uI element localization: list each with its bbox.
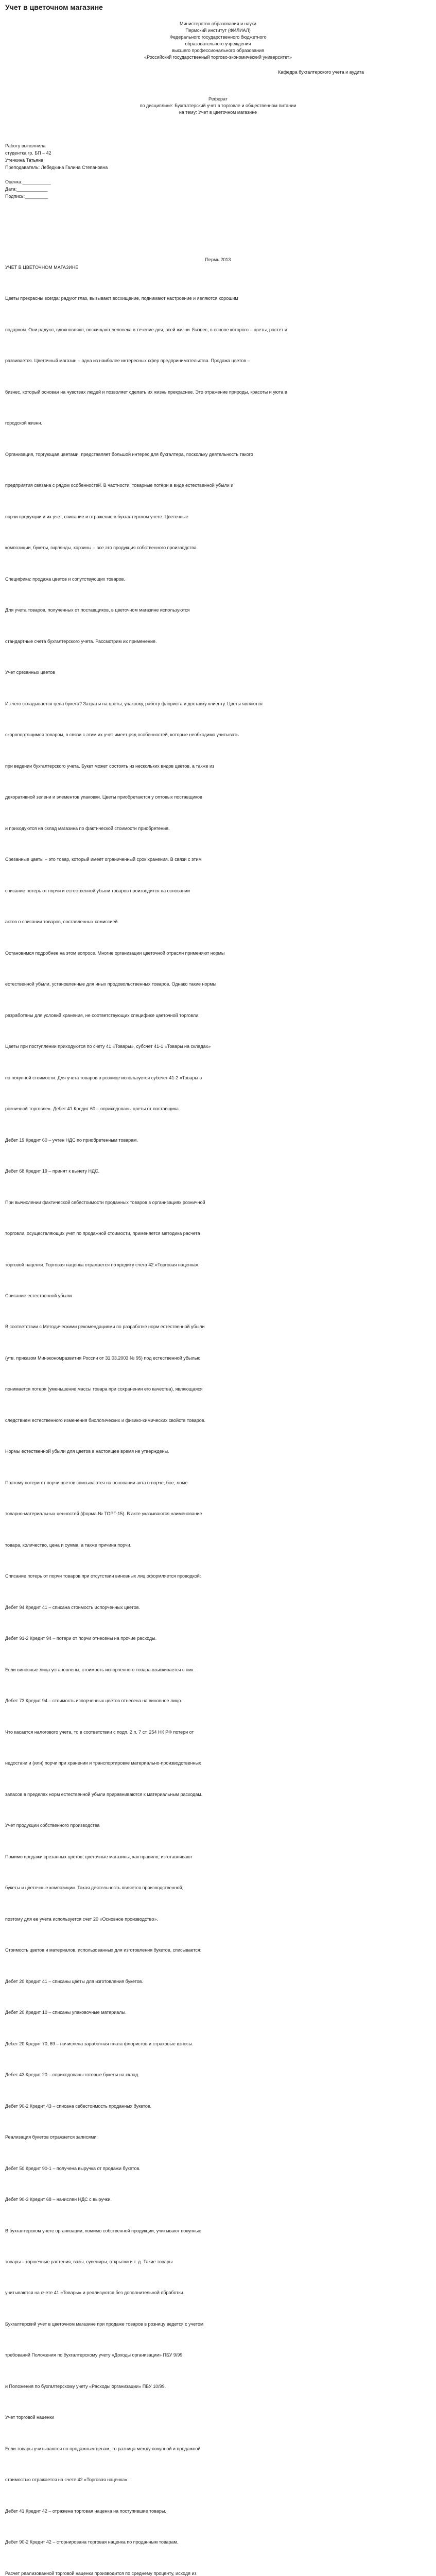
text-line: В бухгалтерском учете организации, помимо собственной продукции, учитывают покупные	[5, 2228, 202, 2233]
text-line: Дебет 50 Кредит 90-1 – получена выручка от продажи букетов.	[5, 2165, 141, 2171]
text-line: Списание потерь от порчи товаров при отсутствии виновных лиц оформляется проводкой:	[5, 1573, 201, 1579]
text-line: торговли, осуществляющих учет по продажной стоимости, применяется методика расчета	[5, 1231, 200, 1236]
author-line: Преподаватель: Лебедкина Галина Степановна	[5, 165, 108, 170]
text-line: Дебет 43 Кредит 20 – оприходованы готовые букеты на склад.	[5, 2072, 139, 2078]
text-line: Цветы прекрасны всегда: радуют глаз, вызывают восхищение, поднимают настроение и являются хорошим	[5, 296, 238, 301]
text-line: естественной убыли, установленные для иных продовольственных товаров. Однако такие нормы	[5, 981, 217, 987]
text-line: декоративной зелени и элементов упаковки. Цветы приобретаются у оптовых поставщиков	[5, 794, 202, 800]
text-line: Для учета товаров, полученных от поставщиков, в цветочном магазине используются	[5, 607, 190, 613]
text-line: Из чего складывается цена букета? Затраты на цветы, упаковку, работу флориста и доставку клиенту. Цветы являются	[5, 701, 263, 706]
text-line: Дебет 20 Кредит 41 – списаны цветы для изготовления букетов.	[5, 1978, 144, 1984]
text-line: Дебет 90-2 Кредит 43 – списана себестоимость проданных букетов.	[5, 2103, 152, 2109]
author-line: Работу выполнила	[5, 143, 46, 148]
text-line: товары – горшечные растения, вазы, сувениры, открытки и т. д. Такие товары	[5, 2259, 173, 2264]
text-line: Цветы при поступлении приходуются по счету 41 «Товары», субсчет 41-1 «Товары на складах»	[5, 1044, 211, 1049]
text-line: учитываются на счете 41 «Товары» и реализуются без дополнительной обработки.	[5, 2290, 185, 2296]
text-line: порчи продукции и их учет, списание и отражение в бухгалтерском учете. Цветочные	[5, 514, 188, 519]
text-line: Учет торговой наценки	[5, 2415, 55, 2420]
work-type: Реферат	[208, 96, 228, 101]
main-text	[5, 265, 431, 2576]
text-line: Срезанные цветы – это товар, который имеет ограниченный срок хранения. В связи с этим	[5, 857, 202, 862]
work-title-block	[0, 96, 436, 116]
document-title: Учет в цветочном магазине	[5, 3, 103, 11]
text-line: и приходуются на склад магазина по фактической стоимости приобретения.	[5, 825, 170, 831]
text-line: Организация, торгующая цветами, представляет большой интерес для бухгалтера, поскольку деятельность такого	[5, 451, 253, 457]
text-line: При вычислении фактической себестоимости проданных товаров в организациях розничной	[5, 1199, 205, 1205]
text-line: розничной торговле». Дебет 41 Кредит 60 – оприходованы цветы от поставщика.	[5, 1106, 180, 1112]
text-line: поэтому для ее учета используется счет 20 «Основное производство».	[5, 1916, 158, 1922]
text-line: по покупной стоимости. Для учета товаров в рознице используется субсчет 41-2 «Товары в	[5, 1075, 202, 1080]
text-line: Дебет 41 Кредит 42 – отражена торговая наценка на поступившие товары.	[5, 2508, 166, 2514]
text-line: и Положения по бухгалтерскому учету «Расходы организации» ПБУ 10/99.	[5, 2383, 166, 2389]
text-line: Дебет 68 Кредит 19 – принят к вычету НДС.	[5, 1168, 100, 1174]
text-line: подарком. Они радуют, вдохновляют, восхищают человека в течение дня, всей жизни. Бизнес, в основе которого – цветы, растет и	[5, 327, 287, 332]
header-line: Пермский институт (ФИЛИАЛ)	[185, 28, 251, 33]
text-line: Специфика: продажа цветов и сопутствующих товаров.	[5, 576, 125, 582]
text-line: Если товары учитываются по продажным ценам, то разница между покупной и продажной	[5, 2446, 201, 2451]
text-line: понимается потеря (уменьшение массы товара при сохранении его качества), являющаяся	[5, 1386, 203, 1392]
date-field: Дата:____________	[5, 187, 48, 192]
text-line: Что касается налогового учета, то в соответствии с подп. 2 п. 7 ст. 254 НК РФ потери от	[5, 1729, 194, 1735]
text-line: Расчет реализованной торговой наценки производится по среднему проценту, исходя из	[5, 2570, 197, 2576]
header-line: «Российский государственный торгово-экономический университет»	[144, 55, 292, 60]
text-line: Дебет 94 Кредит 41 – списана стоимость испорченных цветов.	[5, 1604, 140, 1610]
author-line: Утечкина Татьяна	[5, 158, 44, 163]
text-line: стандартные счета бухгалтерского учета. Рассмотрим их применение.	[5, 638, 157, 644]
text-line: недостачи и (или) порчи при хранении и транспортировке материально-производственных	[5, 1760, 201, 1766]
text-line: Учет срезанных цветов	[5, 670, 55, 675]
text-line: Если виновные лица установлены, стоимость испорченного товара взыскивается с них:	[5, 1667, 195, 1672]
text-line: развивается. Цветочный магазин – одна из наиболее интересных сфер предпринимательства. Продажа цветов –	[5, 358, 250, 364]
text-line: В соответствии с Методическими рекомендациями по разработке норм естественной убыли	[5, 1324, 205, 1330]
text-line: следствием естественного изменения биологических и физико-химических свойств товаров.	[5, 1417, 205, 1423]
text-line: композиции, букеты, гирлянды, корзины – все это продукция собственного производства.	[5, 545, 198, 551]
author-info	[5, 142, 221, 200]
text-line: (утв. приказом Минэкономразвития России от 31.03.2003 № 95) под естественной убылью	[5, 1355, 201, 1361]
institution-header	[0, 21, 436, 61]
text-line: городской жизни.	[5, 420, 42, 426]
text-line: Дебет 73 Кредит 94 – стоимость испорченных цветов отнесена на виновное лицо.	[5, 1698, 182, 1704]
author-line: студентка гр. БП – 42	[5, 150, 51, 156]
text-line: товарно-материальных ценностей (форма № ТОРГ-15). В акте указываются наименование	[5, 1511, 202, 1517]
text-line: разработаны для условий хранения, не соответствующих специфике цветочной торговли.	[5, 1012, 200, 1018]
text-line: Бухгалтерский учет в цветочном магазине при продаже товаров в розницу ведется с учетом	[5, 2321, 204, 2327]
work-topic: на тему: Учет в цветочном магазине	[179, 110, 257, 115]
city-year: Пермь 2013	[205, 257, 231, 262]
text-line: Дебет 90-2 Кредит 42 – сторнирована торговая наценка по проданным товарам.	[5, 2539, 179, 2545]
header-line: высшего профессионального образования	[171, 48, 265, 53]
text-line: Стоимость цветов и материалов, использованных для изготовления букетов, списывается:	[5, 1947, 202, 1953]
text-line: Дебет 20 Кредит 10 – списаны упаковочные материалы.	[5, 2010, 127, 2015]
text-line: Помимо продажи срезанных цветов, цветочные магазины, как правило, изготавливают	[5, 1854, 193, 1859]
text-line: при ведении бухгалтерского учета. Букет может состоять из нескольких видов цветов, а также из	[5, 763, 215, 769]
text-line: Дебет 91-2 Кредит 94 – потери от порчи отнесены на прочие расходы.	[5, 1636, 157, 1641]
text-line: Дебет 20 Кредит 70, 69 – начислена заработная плата флористов и страховые взносы.	[5, 2041, 194, 2046]
author-line	[5, 171, 221, 178]
text-line: Реализация букетов отражается записями:	[5, 2134, 98, 2140]
text-line: списание потерь от порчи и естественной убыли товаров производится на основании	[5, 888, 190, 893]
text-line: Учет продукции собственного производства	[5, 1823, 100, 1828]
section-heading: УЧЕТ В ЦВЕТОЧНОМ МАГАЗИНЕ	[5, 265, 79, 270]
text-line: скоропортящимся товаром, в связи с этим их учет имеет ряд особенностей, которые необходимо учитывать	[5, 732, 239, 738]
text-line: Остановимся подробнее на этом вопросе. Многие организации цветочной отрасли применяют нормы	[5, 950, 225, 956]
text-line: предприятия связана с рядом особенностей. В частности, товарные потери в виде естественной убыли и	[5, 483, 234, 488]
text-line: Дебет 90-3 Кредит 68 – начислен НДС с выручки.	[5, 2197, 112, 2202]
text-line: Нормы естественной убыли для цветов в настоящее время не утверждены.	[5, 1449, 169, 1454]
work-topic: по дисциплине: Бухгалтерский учет в торговле и общественном питании	[139, 103, 297, 108]
text-line: Списание естественной убыли	[5, 1293, 72, 1298]
text-line: бизнес, который основан на чувствах людей и позволяет сделать их жизнь прекраснее. Это отражение природы, красоты и уюта в	[5, 389, 287, 395]
header-line: Федерального государственного бюджетного	[169, 35, 267, 40]
text-line: актов о списании товаров, составленных комиссией.	[5, 919, 119, 925]
text-line: товара, количество, цена и сумма, а также причина порчи.	[5, 1542, 132, 1548]
text-line: Дебет 19 Кредит 60 – учтен НДС по приобретенным товарам.	[5, 1137, 138, 1143]
department-name: Кафедра бухгалтерского учета и аудита	[278, 70, 364, 75]
header-line: Министерство образования и науки	[180, 21, 256, 26]
text-line: торговой наценки. Торговая наценка отражается по кредиту счета 42 «Торговая наценка».	[5, 1262, 200, 1267]
text-line: Поэтому потери от порчи цветов списываются на основании акта о порче, бое, ломе	[5, 1480, 188, 1485]
header-line: образовательного учреждения	[185, 41, 251, 46]
grade-field: Оценка:___________	[5, 179, 51, 184]
text-line: букеты и цветочные композиции. Такая деятельность является производственной,	[5, 1885, 184, 1891]
text-line: требований Положения по бухгалтерскому учету «Доходы организации» ПБУ 9/99	[5, 2352, 183, 2358]
text-line: стоимостью отражается на счете 42 «Торговая наценка»:	[5, 2477, 129, 2483]
text-line: запасов в пределах норм естественной убыли приравниваются к материальным расходам.	[5, 1791, 203, 1797]
signature-field: Подпись:_________	[5, 194, 48, 199]
